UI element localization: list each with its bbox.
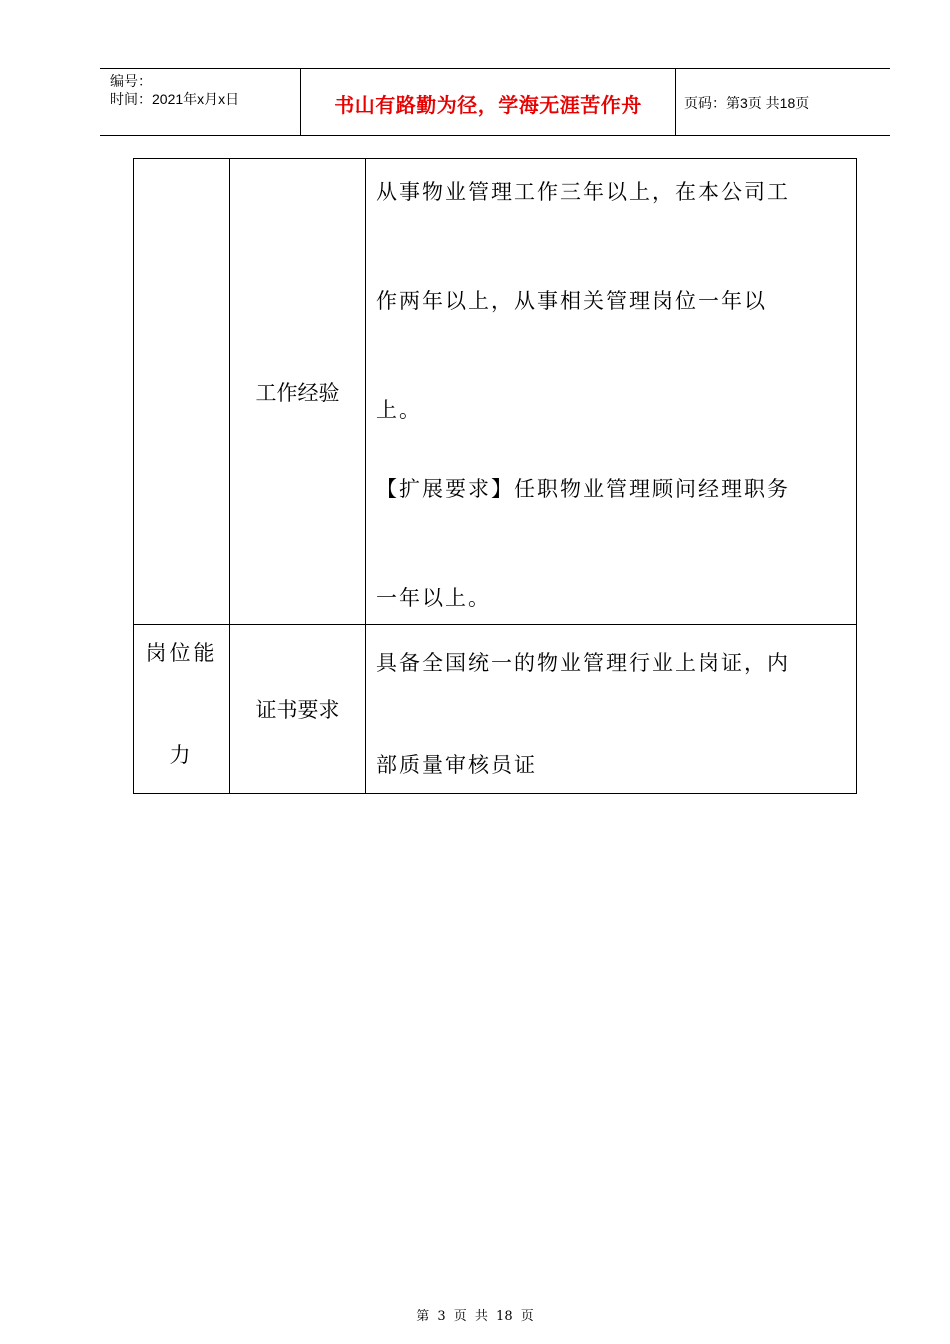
content-line: 部质量审核员证 xyxy=(376,753,537,777)
content-line: 上。 xyxy=(376,398,422,422)
content-line: 从事物业管理工作三年以上，在本公司工 xyxy=(376,180,790,204)
content-line: 一年以上。 xyxy=(376,586,491,610)
content-line: 【扩展要求】任职物业管理顾问经理职务 xyxy=(376,477,790,501)
serial-number-label: 编号： xyxy=(110,73,152,89)
category-line: 力 xyxy=(169,743,194,767)
content-line: 作两年以上，从事相关管理岗位一年以 xyxy=(376,289,767,313)
certificate-requirement-content xyxy=(366,625,857,794)
table-row xyxy=(134,159,857,625)
header-meta xyxy=(100,69,301,135)
header-page-info: 页码：第3页 共18页 xyxy=(684,95,810,111)
work-experience-content xyxy=(366,159,857,625)
content-line: 具备全国统一的物业管理行业上岗证，内 xyxy=(376,651,790,675)
page-footer: 第 3 页 共 18 页 xyxy=(416,1309,534,1324)
job-ability-category xyxy=(134,625,230,794)
date-label: 时间：2021年x月x日 xyxy=(110,91,240,107)
header-motto: 书山有路勤为径，学海无涯苦作舟 xyxy=(301,69,676,135)
category-line: 岗位能 xyxy=(145,641,218,665)
requirements-table xyxy=(133,158,857,794)
table-row xyxy=(134,625,857,794)
certificate-requirement-label: 证书要求 xyxy=(230,625,366,794)
work-experience-label: 工作经验 xyxy=(230,159,366,625)
page-header xyxy=(100,68,890,136)
category-cell-empty xyxy=(134,159,230,625)
